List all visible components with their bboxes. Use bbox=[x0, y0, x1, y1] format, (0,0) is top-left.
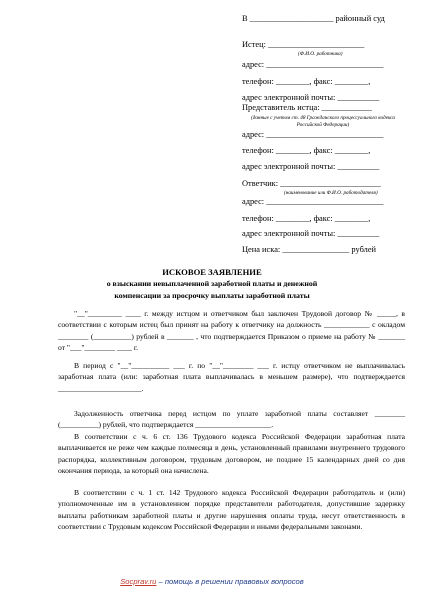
rep-phone-fax: телефон: ________, факс: ________, bbox=[242, 146, 371, 155]
document-subtitle-1: о взыскании невыплаченной заработной платы и денежной bbox=[106, 279, 318, 288]
court-line: В ____________________ районный суд bbox=[242, 14, 385, 23]
defendant-hint: (наименование или Ф.И.О. работодателя) bbox=[284, 190, 378, 196]
representative-line: Представитель истца: ____________ bbox=[242, 103, 372, 112]
paragraph-article-142: В соответствии с ч. 1 ст. 142 Трудового кодекса Российской Федерации работодатель и (или) уполномоченные им в установленном порядке представители работодателя, допустившие задержку выплаты работникам заработной платы и другие нарушения оплаты труда, несут ответственность в соответствии с Трудовым кодексом Российской Федерации и иными федеральными законами. bbox=[58, 488, 405, 531]
document-subtitle-2: компенсации за просрочку выплаты заработной платы bbox=[114, 291, 310, 300]
footer-credit bbox=[0, 577, 424, 586]
plaintiff-phone-fax: телефон: ________, факс: ________, bbox=[242, 77, 371, 86]
footer-tagline: – помощь в решении правовых вопросов bbox=[156, 577, 304, 586]
rep-email: адрес электронной почты: __________ bbox=[242, 162, 380, 171]
plaintiff-line: Истец: _______________________ bbox=[242, 40, 365, 49]
plaintiff-hint: (Ф.И.О. работника) bbox=[298, 51, 343, 57]
claim-price: Цена иска: ________________ рублей bbox=[242, 245, 377, 254]
paragraph-contract: "__"_________ ____ г. между истцом и ответчиком был заключен Трудовой договор № _____, в соответствии с которым истец был принят на работу к ответчику на должность ____________ с окладом ________ (__________) рублей в _______ , что подтверждается Приказом о приеме на работу № _______ от "___"________ ____ г. bbox=[58, 309, 405, 352]
paragraph-debt: Задолженность ответчика перед истцом по уплате заработной платы составляет ________ (__________) рублей, что подтверждается ____________________. bbox=[58, 409, 405, 430]
rep-address: адрес: ____________________________ bbox=[242, 130, 384, 139]
plaintiff-address: адрес: ____________________________ bbox=[242, 60, 384, 69]
defendant-address: адрес: ____________________________ bbox=[242, 197, 384, 206]
paragraph-article-136: В соответствии с ч. 6 ст. 136 Трудового кодекса Российской Федерации заработная плата выплачивается не реже чем каждые полмесяца в день, установленный правилами внутреннего трудового распорядка, коллективным договором, трудовым договором, не позднее 15 календарных дней со дня окончания периода, за который она начислена. bbox=[58, 432, 405, 475]
representative-hint: (данные с учетом ст. 48 Гражданского процессуального кодекса Российской Федерации) bbox=[250, 115, 396, 128]
footer-site-link[interactable]: Socprav.ru bbox=[120, 577, 157, 586]
defendant-phone-fax: телефон: ________, факс: ________, bbox=[242, 214, 371, 223]
defendant-line: Ответчик: ________________________ bbox=[242, 179, 381, 188]
document-title: ИСКОВОЕ ЗАЯВЛЕНИЕ bbox=[162, 267, 262, 277]
defendant-email: адрес электронной почты: __________ bbox=[242, 229, 380, 238]
plaintiff-email: адрес электронной почты: __________ bbox=[242, 93, 380, 102]
paragraph-period: В период с "__"__________ ___ г. по "__"________ ___ г. истцу ответчиком не выплачивалась заработная плата (или: заработная плата выплачивалась в меньшем размере), что подтверждается ______________________. bbox=[58, 361, 405, 393]
